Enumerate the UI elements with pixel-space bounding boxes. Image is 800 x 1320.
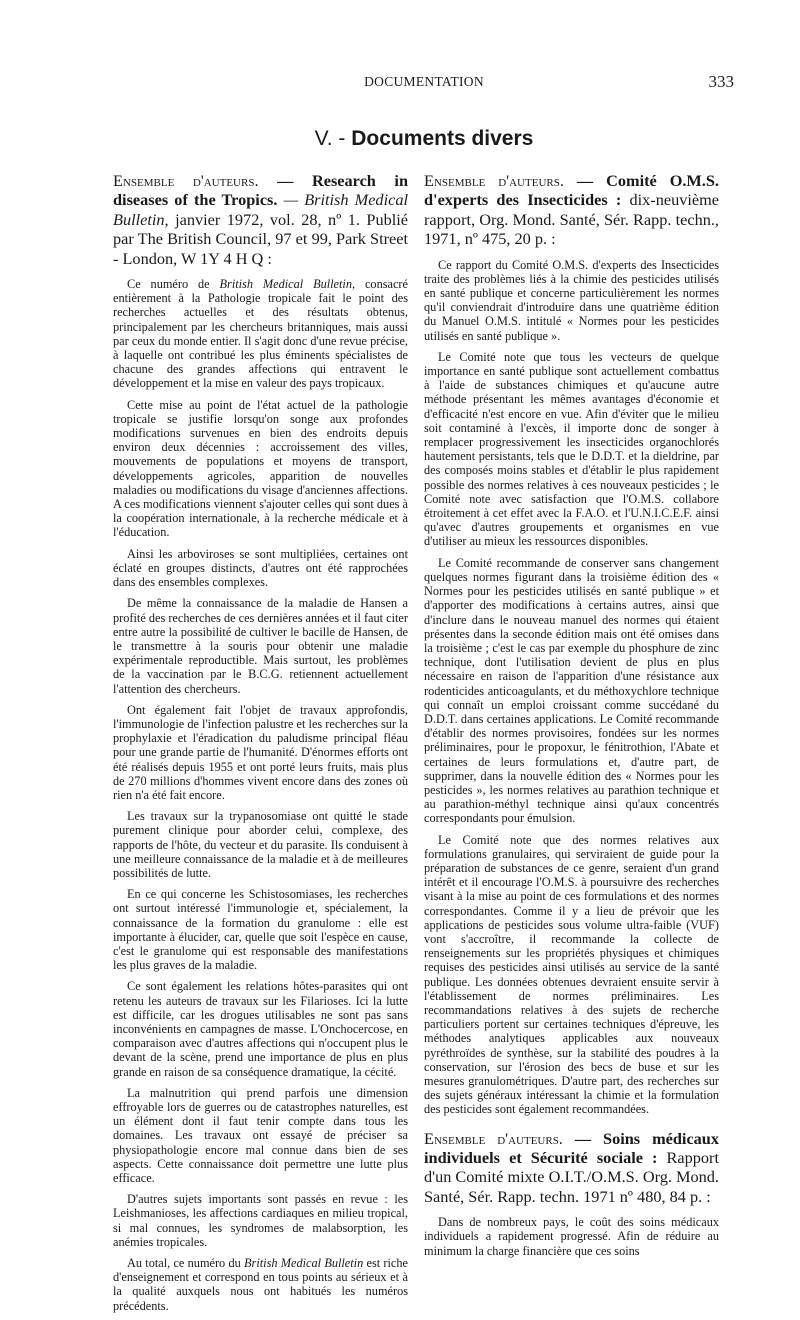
review-citation: dix-neuvième rapport, Org. Mond. Santé, Sér. Rapp. techn., 1971, nº 475, 20 p. : bbox=[424, 190, 719, 249]
section-heading: Documents divers bbox=[351, 127, 534, 150]
paragraph: La malnutrition qui prend parfois une dimension effroyable lors de guerres ou de catastrophes naturelles, est un élément dont il faut tenir compte dans tous les domaines. Les travaux ont essayé de préciser sa physiopathologie encore mal connue dans bien de ses aspects. Cette connaissance doit permettre une lutte plus efficace. bbox=[113, 1085, 408, 1186]
paragraph: Ainsi les arboviroses se sont multipliées, certaines ont éclaté en groupes distincts, d'autres ont été rapprochées dans des ensembles complexes. bbox=[113, 546, 408, 590]
paragraph: Cette mise au point de l'état actuel de la pathologie tropicale se justifie lorsqu'on songe aux profondes modifications survenues en bien des endroits depuis environ deux décennies : accroissement des villes, mouvements de populations et moyens de transport, développements agricoles, apparition de nouvelles maladies ou modifications du visage d'anciennes affections. A ces modifications viennent s'ajouter celles qui sont dues à la coopération internationale, à la recherche médicale et à l'éducation. bbox=[113, 397, 408, 540]
review-title: — Research in diseases of the Tropics. bbox=[113, 171, 409, 210]
paragraph: Ce rapport du Comité O.M.S. d'experts des Insecticides traite des problèmes liés à la chimie des pesticides utilisés en santé publique et concerne particulièrement les normes qu'il conviendrait d'introduire dans une quatrième édition du Manuel O.M.S. intitulé « Normes pour les pesticides utilisés en santé publique ». bbox=[424, 257, 719, 343]
paragraph: De même la connaissance de la maladie de Hansen a profité des recherches de ces dernières années et il faut citer entre autre la possibilité de cultiver le bacille de Hansen, de le transmettre à la souris pour obtenir une maladie expérimentale reproductible. Mais surtout, les problèmes de la vaccination par le B.C.G. retiennent actuellement l'attention des chercheurs. bbox=[113, 596, 408, 696]
paragraph: Le Comité note que tous les vecteurs de quelque importance en santé publique sont actuellement combattus à l'aide de substances chimiques et qu'aucune autre méthode présentant les mêmes avantages d'économie et d'efficacité n'est encore en vue. Afin d'éviter que le milieu soit contaminé à l'excès, il importe donc de songer à remplacer progressivement les insecticides organochlorés hautement persistants, tels que le D.D.T. et la dieldrine, par des composés moins stables et d'établir le plus rapidement possible des normes relatives à ces nouveaux pesticides ; le Comité note avec satisfaction que l'O.M.S. collabore étroitement à cet effet avec la F.A.O. et l'U.N.I.C.E.F. ainsi qu'avec d'autres groupements et organismes en vue d'utiliser au mieux les ressources disponibles. bbox=[424, 349, 719, 549]
running-header bbox=[114, 74, 734, 96]
section-number: V. - bbox=[314, 127, 346, 150]
paragraph: Ce numéro de British Medical Bulletin, consacré entièrement à la Pathologie tropicale fait le point des recherches actuelles et des résultats obtenus, principalement par les chercheurs britanniques, mais aussi par ceux du monde entier. Il s'agit donc d'une revue précise, à laquelle ont contribué les plus éminents spécialistes de chacune des grandes affections qui entravent le développement et la mise en valeur des pays tropicaux. bbox=[113, 277, 408, 391]
review-author: Ensemble d'auteurs. bbox=[424, 171, 564, 190]
paragraph: Dans de nombreux pays, le coût des soins médicaux individuels a rapidement progressé. Afin de réduire au minimum la charge financière que ces soins bbox=[424, 1215, 719, 1258]
review-citation: Rapport d'un Comité mixte O.I.T./O.M.S. Org. Mond. Santé, Sér. Rapp. techn. 1971 nº 480, 84 p. : bbox=[424, 1148, 719, 1206]
review-author: Ensemble d'auteurs. bbox=[424, 1128, 563, 1148]
review-reference bbox=[424, 171, 719, 249]
paragraph: Ont également fait l'objet de travaux approfondis, l'immunologie de l'infection palustre et les recherches sur la prophylaxie et l'éradication du paludisme principal fléau pour une grande partie de l'humanité. D'énormes efforts ont été réalisés depuis 1955 et ont porté leurs fruits, mais plus de 270 millions d'hommes vivent encore dans des zones où rien n'a été fait encore. bbox=[113, 702, 408, 802]
paragraph: Le Comité recommande de conserver sans changement quelques normes figurant dans la troisième édition des « Normes pour les pesticides utilisés en santé publique » et d'apporter des modifications à certains autres, ainsi que d'inclure dans le nouveau manuel des normes qui étaient présentes dans la seconde édition mais ont été omises dans la troisième ; c'est le cas par exemple du phosphure de zinc technique, dont l'utilisation devient de plus en plus nécessaire en raison de l'apparition d'une résistance aux rodenticides anticoagulants, et du méthoxychlore technique qui connaît un emploi croissant comme succédané du D.D.T. dans certaines applications. Le Comité recommande d'établir des normes provisoires, fondées sur les normes préliminaires, pour le propoxur, le fénitrothion, l'Abate et certaines de leurs formulations et, d'autre part, de supprimer, dans la nouvelle édition des « Normes pour les pesticides », les normes relatives au parathion technique et au parathion-méthyl technique ainsi qu'aux concentrés correspondants pour émulsion. bbox=[424, 555, 719, 826]
paragraph: D'autres sujets importants sont passés en revue : les Leishmanioses, les affections cardiaques en milieu tropical, si mal connues, les syndromes de malabsorption, les anémies tropicales. bbox=[113, 1192, 408, 1249]
page-number: 333 bbox=[708, 72, 734, 91]
running-title: DOCUMENTATION bbox=[364, 74, 484, 89]
left-column bbox=[113, 171, 408, 1320]
review-title: — Comité O.M.S. d'experts des Insecticides : bbox=[424, 171, 719, 210]
paragraph: Ce sont également les relations hôtes-parasites qui ont retenu les auteurs de travaux sur les Filarioses. Ici la lutte est difficile, car les drogues utilisables ne sont pas sans inconvénients en campagnes de masse. L'Onchocercose, en comparaison avec d'autres affections qui n'occupent plus le devant de la scène, prend une importance de plus en plus grande en raison de sa conséquence dramatique, la cécité. bbox=[113, 979, 408, 1079]
right-column bbox=[424, 171, 719, 1265]
review-title: — Soins médicaux individuels et Sécurité sociale : bbox=[424, 1128, 720, 1168]
paragraph: En ce qui concerne les Schistosomiases, les recherches ont surtout intéressé l'immunologie et, spécialement, la connaissance de la formation du granulome : elle est importante à élucider, car, quelle que soit l'espèce en cause, c'est le granulome qui est responsable des manifestations les plus graves de la maladie. bbox=[113, 887, 408, 973]
paragraph: Le Comité note que des normes relatives aux formulations granulaires, qui serviraient de guide pour la préparation de substances de ce genre, seraient d'un grand intérêt et il encourage l'O.M.S. à poursuivre des recherches visant à la mise au point de ces formulations et des normes correspondantes. Comme il y a lieu de prévoir que les applications de pesticides sous volume ultra-faible (VUF) vont s'accroître, il recommande la collecte de renseignements sur les propriétés physiques et chimiques requises des pesticides ainsi utilisés au service de la santé publique. Les données obtenues devraient ensuite servir à l'établissement de normes préliminaires. Les recommandations relatives à des sujets de recherche particuliers portent sur certaines techniques d'épreuve, les méthodes analytiques applicables aux nouveaux pyréthroïdes de synthèse, sur la stabilité des poudres à la conservation, sur l'érosion des becs de buse et sur les mesures granulométriques. D'autre part, des recherches sur des sujets généraux intéressant la chimie et la formulation des pesticides sont également recommandées. bbox=[424, 832, 719, 1117]
section-title bbox=[114, 127, 734, 151]
review-author: Ensemble d'auteurs. bbox=[113, 171, 259, 190]
review-journal: — British Medical Bulletin, bbox=[113, 190, 408, 229]
review-reference bbox=[424, 1129, 719, 1207]
paragraph: Au total, ce numéro du British Medical Bulletin est riche d'enseignement et correspond en tous points au sérieux et à la qualité auxquels nous ont habitués les numéros précédents. bbox=[113, 1256, 408, 1313]
review-citation: janvier 1972, vol. 28, nº 1. Publié par The British Council, 97 et 99, Park Street - London, W 1Y 4 H Q : bbox=[113, 209, 408, 268]
review-reference bbox=[113, 171, 408, 268]
paragraph: Les travaux sur la trypanosomiase ont quitté le stade purement clinique pour aborder celui, complexe, des rapports de l'hôte, du vecteur et du parasite. Ils conduisent à une meilleure connaissance de la maladie et à de meilleures possibilités de lutte. bbox=[113, 809, 408, 880]
